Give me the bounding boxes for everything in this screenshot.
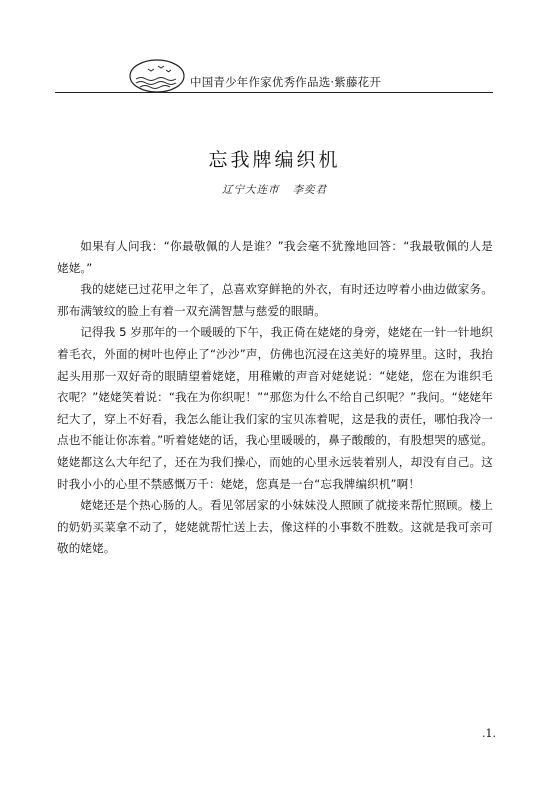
paragraph: 姥姥还是个热心肠的人。看见邻居家的小妹妹没人照顾了就接来帮忙照顾。楼上的奶奶买菜拿不动了，姥姥就帮忙送上去，像这样的小事数不胜数。这就是我可亲可敬的姥姥。 [57, 498, 493, 556]
author-line: 辽宁大连市 李奕君 [221, 184, 327, 196]
series-title: 中国青少年作家优秀作品选·紫藤花开 [190, 75, 382, 89]
paragraph: 我的姥姥已过花甲之年了，总喜欢穿鲜艳的外衣，有时还边哼着小曲边做家务。那布满皱纹的脸上有着一双充满智慧与慈爱的眼睛。 [57, 282, 493, 318]
header-divider [55, 92, 493, 93]
paragraph: 如果有人问我：“你最敬佩的人是谁？”我会毫不犹豫地回答：“我最敬佩的人是姥姥。” [57, 239, 493, 275]
page-number: .1. [482, 727, 496, 740]
book-series-logo-icon [128, 58, 186, 94]
paragraph: 记得我 5 岁那年的一个暖暖的下午，我正倚在姥姥的身旁，姥姥在一针一针地织着毛衣，外面的树叶也停止了“沙沙”声，仿佛也沉浸在这美好的境界里。这时，我抬起头用那一双好奇的眼睛望着姥姥，用稚嫩的声音对姥姥说：“姥姥，您在为谁织毛衣呢？”姥姥笑着说：“我在为你织呢！”“那您为什么不给自己织呢？”我问。“姥姥年纪大了，穿上不好看，我怎么能让我们家的宝贝冻着呢，这是我的责任，哪怕我冷一点也不能让你冻着。”听着姥姥的话，我心里暖暖的，鼻子酸酸的，有股想哭的感觉。姥姥都这么大年纪了，还在为我们操心，而她的心里永远装着别人，却没有自己。这时我小小的心里不禁感慨万千：姥姥，您真是一台“忘我牌编织机”啊！ [57, 325, 493, 491]
article-title: 忘我牌编织机 [208, 149, 341, 171]
article-body [57, 236, 493, 560]
